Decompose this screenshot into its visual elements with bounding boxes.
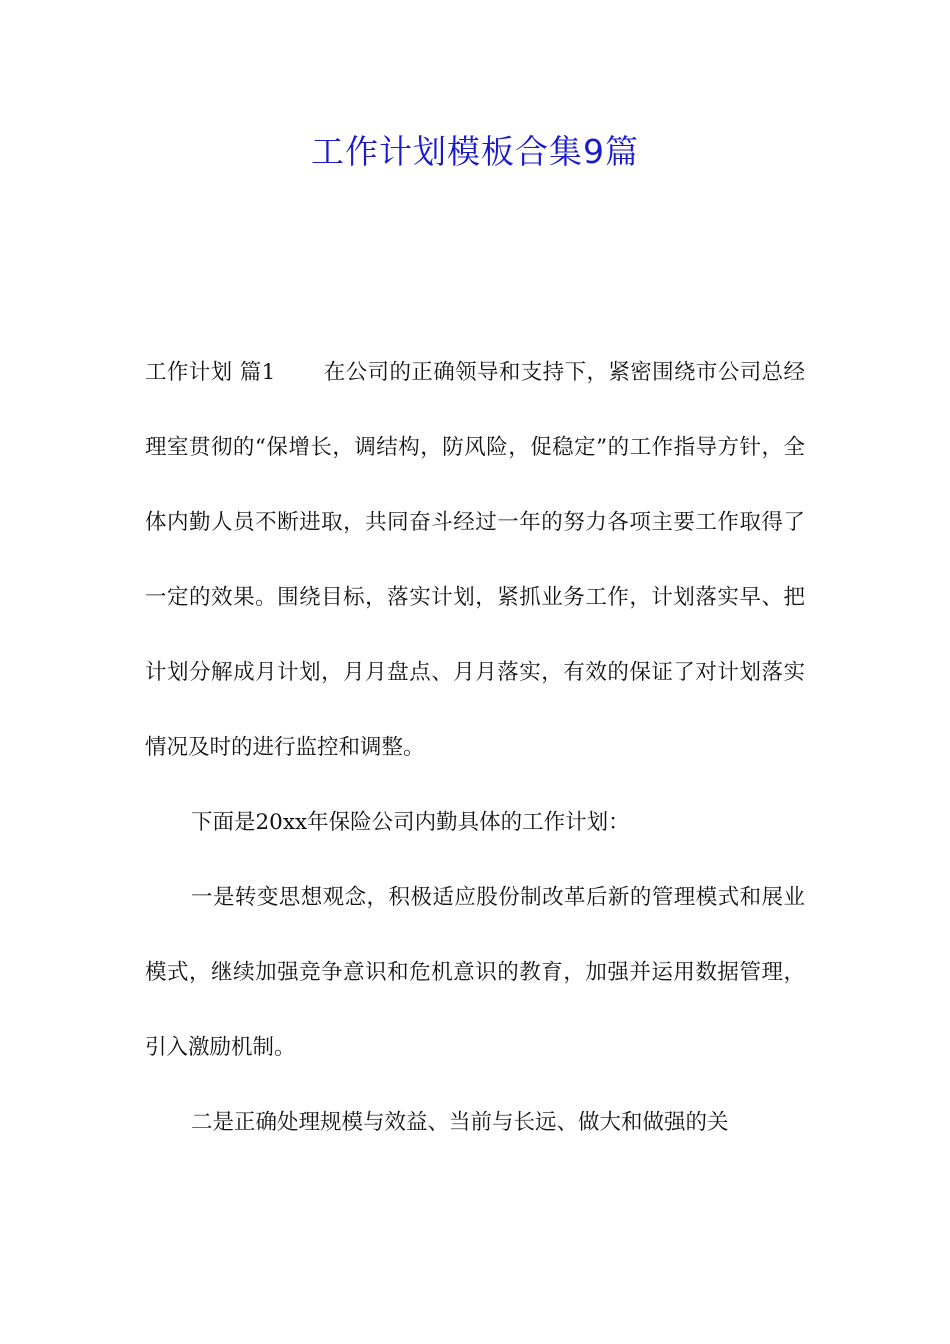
paragraph-2: 下面是20xx年保险公司内勤具体的工作计划： <box>191 810 630 835</box>
section-label: 工作计划 篇1 <box>145 360 276 385</box>
paragraph-3: 一是转变思想观念，积极适应股份制改革后新的管理模式和展业模式，继续加强竞争意识和危机意识的教育，加强并运用数据管理，引入激励机制。 <box>145 885 805 1060</box>
paragraph-1 <box>145 335 805 785</box>
document-title: 工作计划模板合集9篇 <box>311 132 639 171</box>
paragraph-1-text: 在公司的正确领导和支持下，紧密围绕市公司总经理室贯彻的“保增长，调结构，防风险，促稳定”的工作指导方针，全体内勤人员不断进取，共同奋斗经过一年的努力各项主要工作取得了一定的效果。围绕目标，落实计划，紧抓业务工作，计划落实早、把计划分解成月计划，月月盘点、月月落实，有效的保证了对计划落实情况及时的进行监控和调整。 <box>145 360 805 760</box>
document-body <box>145 335 805 1160</box>
paragraph-4: 二是正确处理规模与效益、当前与长远、做大和做强的关 <box>191 1110 729 1135</box>
